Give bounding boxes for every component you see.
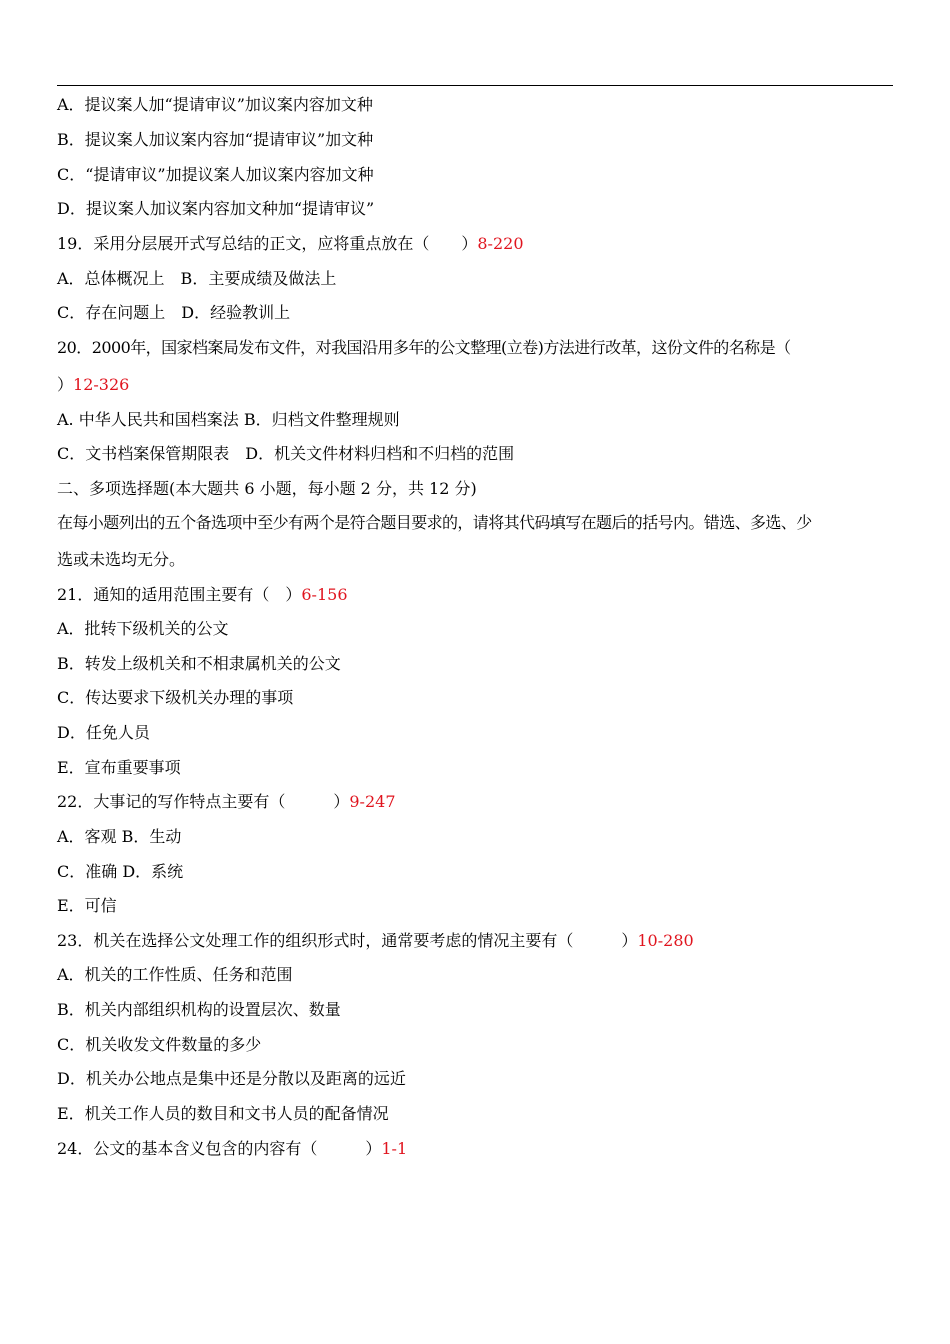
q24-stem: 24．公文的基本含义包含的内容有（ ）1-1 [57, 1139, 408, 1158]
q21-option-e: E．宣布重要事项 [57, 758, 181, 777]
q18-option-a: A．提议案人加“提请审议”加议案内容加文种 [57, 95, 373, 114]
q23-page-ref: 10-280 [637, 931, 694, 950]
q21-option-c: C．传达要求下级机关办理的事项 [57, 688, 294, 707]
q21-page-ref: 6-156 [301, 585, 348, 604]
q18-option-d: D．提议案人加议案内容加文种加“提请审议” [57, 199, 375, 218]
q23-option-a: A．机关的工作性质、任务和范围 [57, 965, 293, 984]
q21-option-d: D．任免人员 [57, 723, 150, 742]
q24-page-ref: 1-1 [381, 1139, 408, 1158]
q22-options-cd: C．准确 D．系统 [57, 862, 184, 881]
q18-option-c: C．“提请审议”加提议案人加议案内容加文种 [57, 165, 374, 184]
section-title: 二、多项选择题(本大题共 6 小题，每小题 2 分，共 12 分) [57, 479, 477, 498]
q23-option-d: D．机关办公地点是集中还是分散以及距离的远近 [57, 1069, 406, 1088]
q21-stem: 21．通知的适用范围主要有（ ）6-156 [57, 585, 348, 604]
q23-stem: 23．机关在选择公文处理工作的组织形式时，通常要考虑的情况主要有（ ）10-280 [57, 931, 694, 950]
header-rule [57, 85, 893, 86]
q19-stem: 19．采用分层展开式写总结的正文，应将重点放在（ ）8-220 [57, 234, 524, 253]
q22-options-ab: A．客观 B．生动 [57, 827, 182, 846]
section-instruction: 在每小题列出的五个备选项中至少有两个是符合题目要求的，请将其代码填写在题后的括号内。错选、多选、少 [57, 513, 812, 532]
q19-options-cd: C．存在问题上 D．经验教训上 [57, 303, 291, 322]
q21-option-b: B．转发上级机关和不相隶属机关的公文 [57, 654, 341, 673]
q23-option-c: C．机关收发文件数量的多少 [57, 1035, 262, 1054]
q19-page-ref: 8-220 [477, 234, 524, 253]
q21-option-a: A．批转下级机关的公文 [57, 619, 229, 638]
q22-stem: 22．大事记的写作特点主要有（ ）9-247 [57, 792, 396, 811]
q22-page-ref: 9-247 [349, 792, 396, 811]
q18-option-b: B．提议案人加议案内容加“提请审议”加文种 [57, 130, 374, 149]
q22-option-e: E．可信 [57, 896, 117, 915]
q20-options-cd: C．文书档案保管期限表 D．机关文件材料归档和不归档的范围 [57, 444, 515, 463]
q19-options-ab: A．总体概况上 B．主要成绩及做法上 [57, 269, 337, 288]
q23-option-e: E．机关工作人员的数目和文书人员的配备情况 [57, 1104, 389, 1123]
q20-stem: 20．2000年，国家档案局发布文件，对我国沿用多年的公文整理(立卷)方法进行改革，这份文件的名称是（ [57, 338, 791, 357]
q20-options-ab: A. 中华人民共和国档案法 B．归档文件整理规则 [57, 410, 400, 429]
q23-option-b: B．机关内部组织机构的设置层次、数量 [57, 1000, 341, 1019]
section-instruction-cont: 选或未选均无分。 [57, 550, 186, 569]
q20-stem-cont: ）12-326 [57, 375, 130, 394]
q20-page-ref: 12-326 [73, 375, 130, 394]
